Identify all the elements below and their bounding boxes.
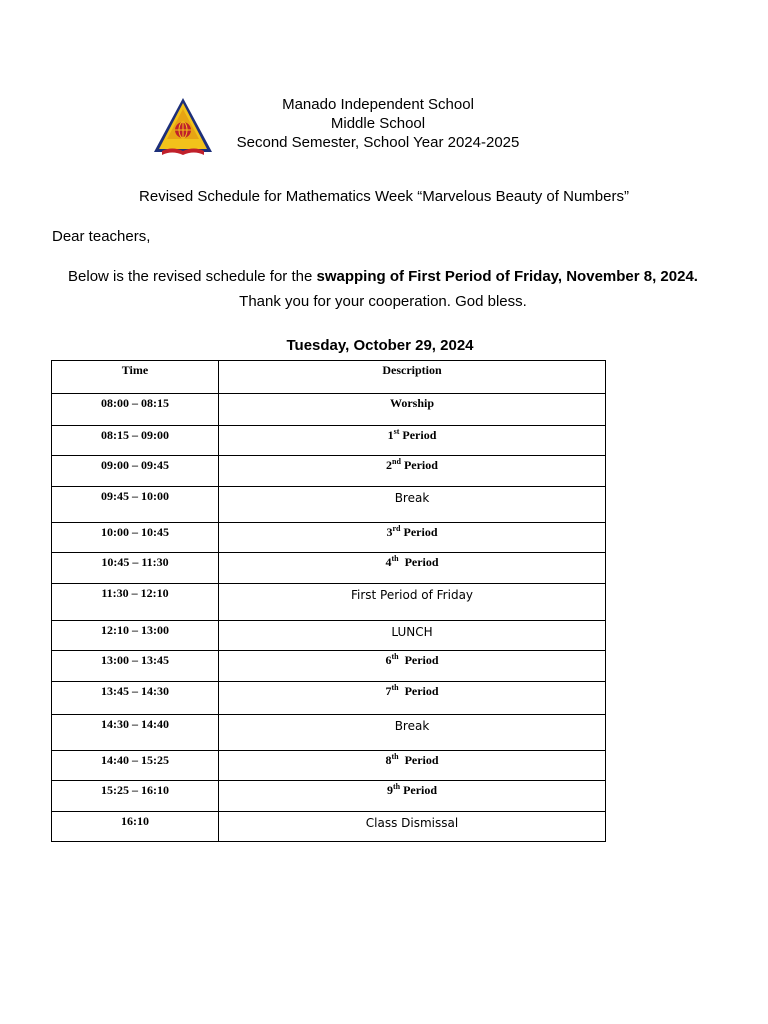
time-cell: 11:30 – 12:10 (52, 584, 219, 621)
description-text: Class Dismissal (365, 816, 459, 830)
description-cell (219, 394, 606, 426)
time-cell: 10:45 – 11:30 (52, 553, 219, 584)
description-text: 6 (385, 653, 392, 667)
description-text: Break (394, 719, 430, 733)
description-text: Worship (389, 396, 434, 410)
description-period-text: Period (398, 653, 439, 667)
table-row (52, 553, 606, 584)
table-header-row (52, 361, 606, 394)
ordinal-suffix: st (393, 427, 400, 436)
time-cell: 14:40 – 15:25 (52, 751, 219, 781)
description-text: 8 (385, 753, 392, 767)
time-cell: 08:15 – 09:00 (52, 426, 219, 456)
description-period-text: Period (400, 525, 438, 539)
description-text: First Period of Friday (350, 588, 474, 602)
description-cell (219, 751, 606, 781)
intro-text-before: Below is the revised schedule for the (68, 268, 317, 285)
description-text: 1 (387, 428, 394, 442)
description-period-text: Period (400, 458, 438, 472)
semester-line: Second Semester, School Year 2024-2025 (236, 134, 520, 151)
description-text: 4 (385, 555, 392, 569)
table-row (52, 394, 606, 426)
time-cell: 13:00 – 13:45 (52, 651, 219, 682)
schedule-table (51, 360, 606, 842)
time-cell: 15:25 – 16:10 (52, 781, 219, 812)
time-cell: 09:00 – 09:45 (52, 456, 219, 487)
description-text: 9 (386, 783, 393, 797)
description-cell (219, 584, 606, 621)
greeting: Dear teachers, (52, 228, 151, 245)
school-name: Manado Independent School (282, 96, 474, 113)
table-row (52, 584, 606, 621)
table-row (52, 781, 606, 812)
description-period-text: Period (398, 753, 439, 767)
description-cell (219, 523, 606, 553)
time-column-header: Time (52, 361, 219, 394)
description-cell (219, 487, 606, 523)
table-row (52, 651, 606, 682)
ordinal-suffix: th (391, 752, 399, 761)
description-column-header: Description (219, 361, 606, 394)
description-text: Break (394, 491, 430, 505)
description-text: LUNCH (391, 625, 433, 639)
description-cell (219, 456, 606, 487)
description-cell (219, 812, 606, 842)
description-cell (219, 781, 606, 812)
description-cell (219, 651, 606, 682)
time-cell: 14:30 – 14:40 (52, 715, 219, 751)
description-cell (219, 682, 606, 715)
ordinal-suffix: th (391, 683, 399, 692)
description-period-text: Period (400, 783, 438, 797)
table-row (52, 456, 606, 487)
table-row (52, 751, 606, 781)
description-cell (219, 715, 606, 751)
school-header (200, 95, 556, 152)
description-text: 7 (385, 684, 392, 698)
description-cell (219, 621, 606, 651)
table-row (52, 426, 606, 456)
description-text: 3 (386, 525, 393, 539)
time-cell: 16:10 (52, 812, 219, 842)
description-text: 2 (386, 458, 393, 472)
ordinal-suffix: nd (392, 457, 401, 466)
table-row (52, 715, 606, 751)
description-period-text: Period (399, 428, 437, 442)
ordinal-suffix: rd (392, 524, 401, 533)
time-cell: 10:00 – 10:45 (52, 523, 219, 553)
intro-paragraph (52, 264, 714, 314)
table-row (52, 812, 606, 842)
table-row (52, 682, 606, 715)
document-subject: Revised Schedule for Mathematics Week “Marvelous Beauty of Numbers” (139, 188, 629, 205)
table-row (52, 487, 606, 523)
school-division: Middle School (330, 115, 426, 132)
description-period-text: Period (398, 684, 439, 698)
description-period-text: Period (398, 555, 439, 569)
description-cell (219, 426, 606, 456)
intro-text-bold: swapping of First Period of Friday, November 8, 2024. (316, 268, 698, 285)
table-row (52, 621, 606, 651)
time-cell: 13:45 – 14:30 (52, 682, 219, 715)
ordinal-suffix: th (391, 554, 399, 563)
schedule-date-heading: Tuesday, October 29, 2024 (286, 337, 474, 354)
table-row (52, 523, 606, 553)
ordinal-suffix: th (391, 652, 399, 661)
ordinal-suffix: th (392, 782, 401, 791)
description-cell (219, 553, 606, 584)
intro-text-after: Thank you for your cooperation. God bless. (239, 293, 527, 310)
time-cell: 12:10 – 13:00 (52, 621, 219, 651)
time-cell: 09:45 – 10:00 (52, 487, 219, 523)
time-cell: 08:00 – 08:15 (52, 394, 219, 426)
